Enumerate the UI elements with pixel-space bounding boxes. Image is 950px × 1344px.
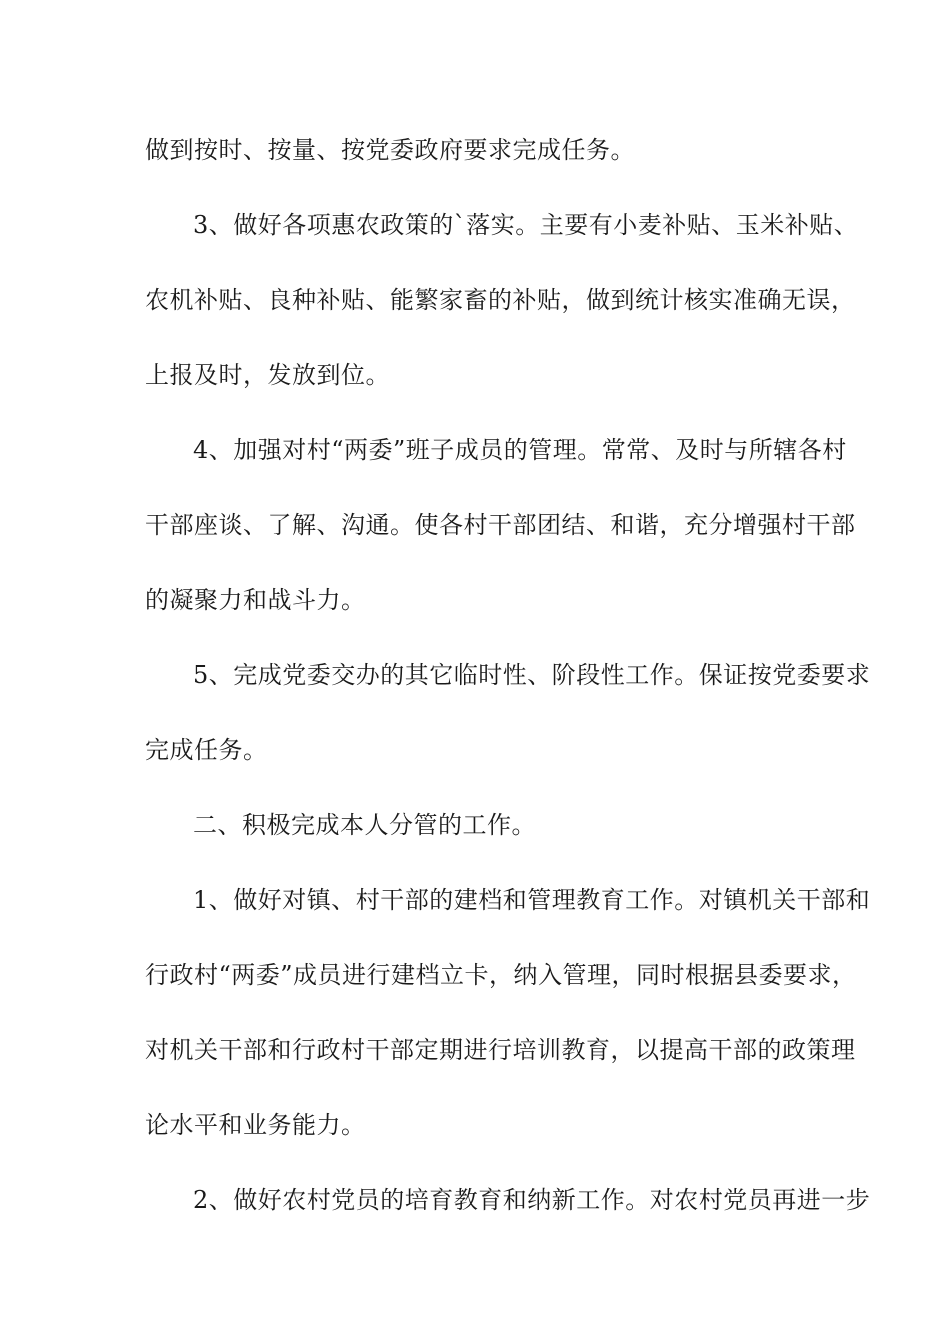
text-line: 论水平和业务能力。 bbox=[145, 1111, 366, 1139]
text-line: 做到按时、按量、按党委政府要求完成任务。 bbox=[145, 136, 635, 164]
text-line: 1、做好对镇、村干部的建档和管理教育工作。对镇机关干部和 bbox=[193, 886, 871, 914]
text-line: 行政村“两委”成员进行建档立卡，纳入管理，同时根据县委要求， bbox=[145, 961, 857, 989]
text-line: 对机关干部和行政村干部定期进行培训教育，以提高干部的政策理 bbox=[145, 1036, 856, 1064]
text-line: 5、完成党委交办的其它临时性、阶段性工作。保证按党委要求 bbox=[193, 661, 871, 689]
text-line: 农机补贴、良种补贴、能繁家畜的补贴，做到统计核实准确无误， bbox=[145, 286, 856, 314]
text-line: 4、加强对村“两委”班子成员的管理。常常、及时与所辖各村 bbox=[193, 436, 847, 464]
section-heading: 二、积极完成本人分管的工作。 bbox=[193, 811, 536, 839]
text-line: 完成任务。 bbox=[145, 736, 268, 764]
text-line: 2、做好农村党员的培育教育和纳新工作。对农村党员再进一步 bbox=[193, 1186, 871, 1214]
text-line: 3、做好各项惠农政策的`落实。主要有小麦补贴、玉米补贴、 bbox=[193, 211, 859, 239]
text-line: 上报及时，发放到位。 bbox=[145, 361, 390, 389]
text-line: 干部座谈、了解、沟通。使各村干部团结、和谐，充分增强村干部 bbox=[145, 511, 856, 539]
text-line: 的凝聚力和战斗力。 bbox=[145, 586, 366, 614]
